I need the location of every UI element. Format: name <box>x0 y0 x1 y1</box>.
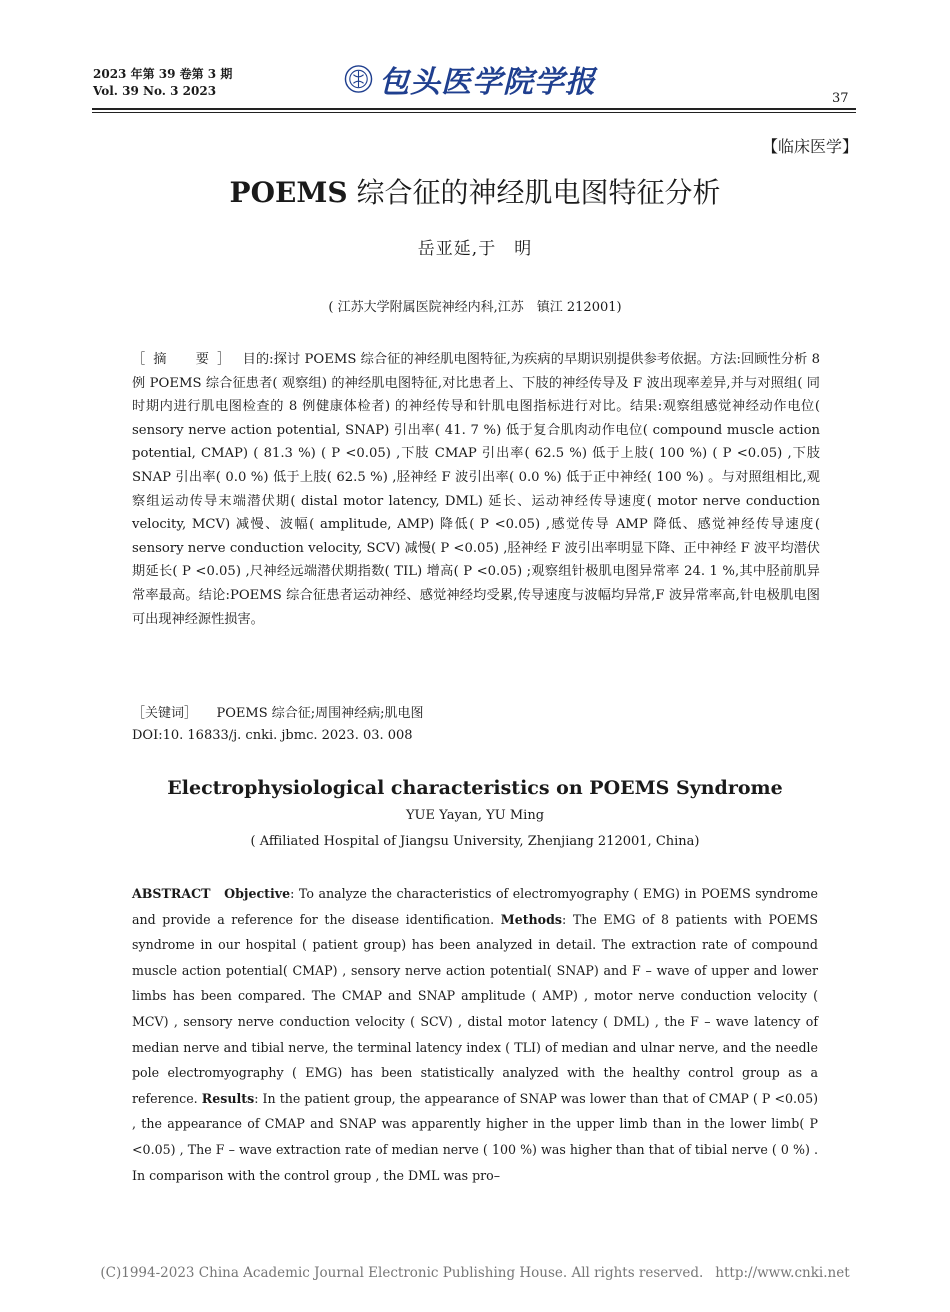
results-text: : In the patient group, the appearance of SNAP was lower than that of CMAP ( P <0.05) , the appearance of CMAP and SNAP was apparently higher in the upper limb than in the lower limb( P <0.05) , The F – wave extraction rate of median nerve ( 100 %) was higher than that of tibial nerve ( 0 %) . In comparison with the control group , the DML was pro– <box>132 1090 818 1183</box>
abstract-en-label: ABSTRACT <box>132 886 211 901</box>
keywords <box>132 702 424 721</box>
issue-en: Vol. 39 No. 3 2023 <box>93 84 217 98</box>
issue-cn: 2023 年第 39 卷第 3 期 <box>93 67 233 81</box>
abstract-cn-label: ［摘 要］ <box>132 352 239 367</box>
affiliation: ( 江苏大学附属医院神经内科,江苏 镇江 212001) <box>328 300 622 315</box>
results-label: Results <box>201 1090 255 1106</box>
keywords-label: ［关键词］ <box>132 706 191 721</box>
journal-emblem-icon <box>344 59 373 99</box>
page-footer <box>0 1265 950 1281</box>
header-rule <box>92 108 856 110</box>
methods-text: : The EMG of 8 patients with POEMS syndrome in our hospital ( patient group) has been analyzed in detail. The extraction rate of compound muscle action potential( CMAP) , sensory nerve action potential( SNAP) and F – wave of upper and lower limbs has been compared. The CMAP and SNAP amplitude ( AMP) , motor nerve conduction velocity ( MCV) , sensory nerve conduction velocity ( SCV) , distal motor latency ( DML) , the F – wave latency of median nerve and tibial nerve, the terminal latency index ( TLI) of median and ulnar nerve, and the needle pole electromyography ( EMG) has been statistically analyzed with the healthy control group as a reference. <box>132 911 818 1106</box>
methods-label: Methods <box>500 911 562 927</box>
english-authors: YUE Yayan, YU Ming <box>405 808 545 823</box>
page-number: 37 <box>832 91 849 106</box>
abstract-en <box>132 881 818 1188</box>
abstract-cn-body: 目的:探讨 POEMS 综合征的神经肌电图特征,为疾病的早期识别提供参考依据。方法:回顾性分析 8 例 POEMS 综合征患者( 观察组) 的神经肌电图特征,对比患者上、下肢的神经传导及 F 波出现率差异,并与对照组( 同时期内进行肌电图检查的 8 例健康体检者) 的神经传导和针肌电图指标进行对比。结果:观察组感觉神经动作电位( sensory nerve action potential, SNAP) 引出率( 41. 7 %) 低于复合肌肉动作电位( compound muscle action potential, CMAP) ( 81.3 %) ( P <0.05) ,下肢 CMAP 引出率( 62.5 %) 低于上肢( 100 %) ( P <0.05) ,下肢 SNAP 引出率( 0.0 %) 低于上肢( 62.5 %) ,胫神经 F 波引出率( 0.0 %) 低于正中神经( 100 %) 。与对照组相比,观察组运动传导末端潜伏期( distal motor latency, DML) 延长、运动神经传导速度( motor nerve conduction velocity, MCV) 减慢、波幅( amplitude, AMP) 降低( P <0.05) ,感觉传导 AMP 降低、感觉神经传导速度( sensory nerve conduction velocity, SCV) 减慢( P <0.05) ,胫神经 F 波引出率明显下降、正中神经 F 波平均潜伏期延长( P <0.05) ,尺神经远端潜伏期指数( TIL) 增高( P <0.05) ;观察组针极肌电图异常率 24. 1 %,其中胫前肌异常率最高。结论:POEMS 综合征患者运动神经、感觉神经均受累,传导速度与波幅均异常,F 波异常率高,针电极肌电图可出现神经源性损害。 <box>132 352 821 627</box>
english-title: Electrophysiological characteristics on POEMS Syndrome <box>167 777 783 799</box>
article-title <box>0 171 950 211</box>
header-rule-thin <box>92 112 856 113</box>
journal-logo <box>344 58 596 100</box>
footer-copyright: (C)1994-2023 China Academic Journal Electronic Publishing House. All rights reserved. <box>100 1265 704 1281</box>
keywords-body: POEMS 综合征;周围神经病;肌电图 <box>216 706 424 721</box>
doi: DOI:10. 16833/j. cnki. jbmc. 2023. 03. 008 <box>132 728 413 743</box>
objective-text: : To analyze the characteristics of electromyography ( EMG) in POEMS syndrome and provide a reference for the disease identification. <box>132 886 818 927</box>
journal-issue <box>93 66 232 100</box>
authors: 岳亚延,于 明 <box>417 239 533 259</box>
english-affiliation: ( Affiliated Hospital of Jiangsu University, Zhenjiang 212001, China) <box>250 834 700 849</box>
section-label: 【临床医学】 <box>761 137 858 156</box>
journal-logo-text: 包头医学院学报 <box>379 65 596 100</box>
title-latin: POEMS <box>229 176 348 209</box>
objective-label: Objective <box>224 886 291 901</box>
title-cn: 综合征的神经肌电图特征分析 <box>347 176 721 209</box>
abstract-cn <box>132 348 820 631</box>
footer-url[interactable]: http://www.cnki.net <box>715 1265 850 1281</box>
